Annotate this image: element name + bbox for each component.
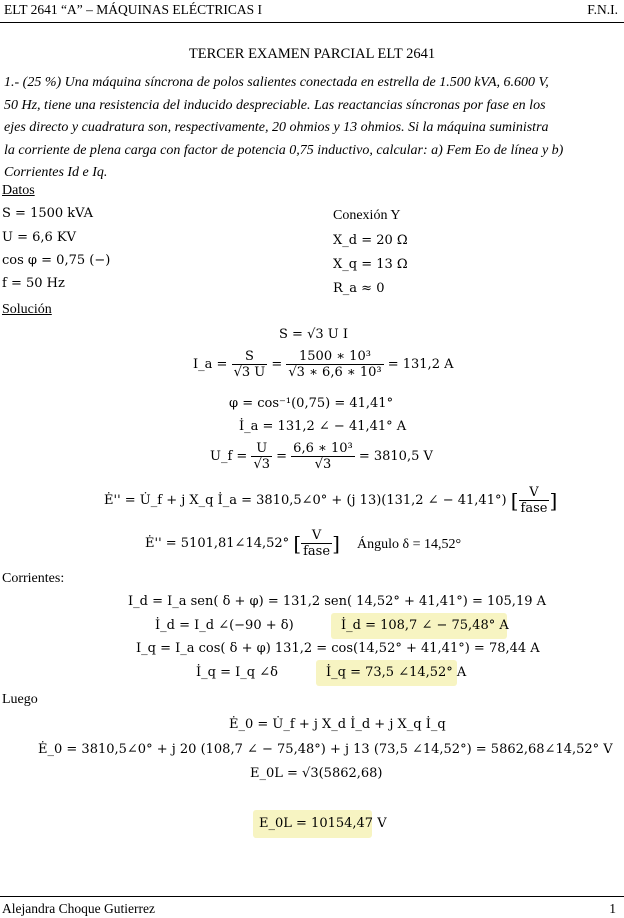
fraction xyxy=(291,441,355,472)
problem-statement xyxy=(4,72,618,185)
datos-xd: X_d = 20 Ω xyxy=(333,233,408,248)
numerator: V xyxy=(519,485,550,501)
eq-emf-result: Ė'' = 5101,81∠14,52° [ $\frac{V}{\text{fase}}$ ] xyxy=(145,528,340,559)
eq-id-phasor: İ_d = I_d ∠(−90 + δ) xyxy=(155,618,294,633)
denominator: √3 ∗ 6,6 ∗ 10³ xyxy=(288,365,382,380)
numerator: 6,6 ∗ 10³ xyxy=(293,441,353,456)
fraction xyxy=(301,528,332,559)
eq-result: = 3810,5 V xyxy=(358,449,433,464)
datos-frequency: f = 50 Hz xyxy=(2,276,65,291)
problem-line: la corriente de plena carga con factor de potencia 0,75 inductivo, calcular: a) Fem Eo de línea y b) xyxy=(4,142,564,158)
eq-phase-voltage: U_f = $\frac{U}{√3}$ = $\frac{\text{6,6 ∗ 10³}}{√3}$ = 3810,5 V xyxy=(210,441,433,472)
datos-ra: R_a ≈ 0 xyxy=(333,281,385,296)
luego-heading: Luego xyxy=(2,692,38,707)
datos-power-factor: cos φ = 0,75 (−) xyxy=(2,253,111,268)
datos-xq: X_q = 13 Ω xyxy=(333,257,408,272)
solucion-heading: Solución xyxy=(2,302,52,317)
header-faculty: F.N.I. xyxy=(587,2,618,17)
denominator: fase xyxy=(520,501,548,516)
eq-iq: I_q = I_a cos( δ + φ) 131,2 = cos(14,52° + 41,41°) = 78,44 A xyxy=(136,641,540,656)
eq-lhs: I_a = xyxy=(193,357,228,372)
numerator: U xyxy=(251,441,272,457)
problem-line: 1.- (25 %) Una máquina síncrona de polos salientes conectada en estrella de 1.500 kVA, 6.600 V, xyxy=(4,75,549,90)
datos-power: S = 1500 kVA xyxy=(2,206,94,221)
header-course: ELT 2641 “A” – MÁQUINAS ELÉCTRICAS I xyxy=(4,2,262,17)
problem-line: 50 Hz, tiene una resistencia del inducido despreciable. Las reactancias síncronas por fase en los xyxy=(4,97,546,113)
result-e0l: E_0L = 10154,47 V xyxy=(259,816,387,831)
eq-result: = 131,2 A xyxy=(387,357,454,372)
datos-heading: Datos xyxy=(2,183,35,198)
eq-phi: φ = cos⁻¹(0,75) = 41,41° xyxy=(229,396,394,411)
denominator: √3 U xyxy=(233,365,266,380)
page-number: 1 xyxy=(609,901,616,916)
footer-rule xyxy=(0,896,624,897)
page-title: TERCER EXAMEN PARCIAL ELT 2641 xyxy=(188,46,436,62)
eq-body: Ė'' = U̇_f + j X_q İ_a = 3810,5∠0° + (j 13)(131,2 ∠ − 41,41°) xyxy=(104,493,507,508)
corrientes-heading: Corrientes: xyxy=(2,571,65,586)
denominator: fase xyxy=(303,544,331,559)
fraction xyxy=(251,441,272,472)
eq-emf-subtransient: Ė'' = U̇_f + j X_q İ_a = 3810,5∠0° + (j 13)(131,2 ∠ − 41,41°) [ $\frac{V}{\text{fase}}$ ] xyxy=(104,485,558,516)
eq-id: I_d = I_a sen( δ + φ) = 131,2 sen( 14,52° + 41,41°) = 105,19 A xyxy=(128,594,547,609)
fraction xyxy=(232,349,268,380)
numerator: 1500 ∗ 10³ xyxy=(286,349,383,365)
result-iq-phasor: İ_q = 73,5 ∠14,52° A xyxy=(326,665,467,680)
numerator: V xyxy=(301,528,332,544)
fraction xyxy=(286,349,383,380)
eq-current-ia: I_a = $\frac{S}{√3 U}$ = $\frac{\text{1500 ∗ 10³}}{\text{√3 ∗ 6,6 ∗ 10³}}$ = 131,2 A xyxy=(193,349,454,380)
eq-body: Ė'' = 5101,81∠14,52° xyxy=(145,536,290,551)
eq-lhs: U_f = xyxy=(210,449,248,464)
problem-line: Corrientes Id e Iq. xyxy=(4,165,108,181)
eq-e0: Ė_0 = U̇_f + j X_d İ_d + j X_q İ_q xyxy=(229,717,446,732)
fraction xyxy=(519,485,550,516)
denominator: √3 xyxy=(253,457,270,472)
header-rule xyxy=(0,22,624,23)
footer-author: Alejandra Choque Gutierrez xyxy=(2,901,155,916)
datos-voltage: U = 6,6 KV xyxy=(2,230,77,245)
datos-connection: Conexión Y xyxy=(333,208,401,223)
eq-ia-phasor: İ_a = 131,2 ∠ − 41,41° A xyxy=(239,419,407,434)
eq-iq-phasor: İ_q = I_q ∠δ xyxy=(196,665,278,680)
eq-e0l: E_0L = √3(5862,68) xyxy=(250,766,383,781)
eq-apparent-power: S = √3 U I xyxy=(279,327,348,342)
problem-line: ejes directo y cuadratura son, respectivamente, 20 ohmios y 13 ohmios. Si la máquina suministra xyxy=(4,120,549,136)
eq-e0-expanded: Ė_0 = 3810,5∠0° + j 20 (108,7 ∠ − 75,48°) + j 13 (73,5 ∠14,52°) = 5862,68∠14,52° V xyxy=(38,742,613,757)
result-id-phasor: İ_d = 108,7 ∠ − 75,48° A xyxy=(341,618,509,633)
denominator: √3 xyxy=(314,457,332,472)
eq-load-angle: Ángulo δ = 14,52° xyxy=(357,537,462,552)
numerator: S xyxy=(232,349,268,365)
